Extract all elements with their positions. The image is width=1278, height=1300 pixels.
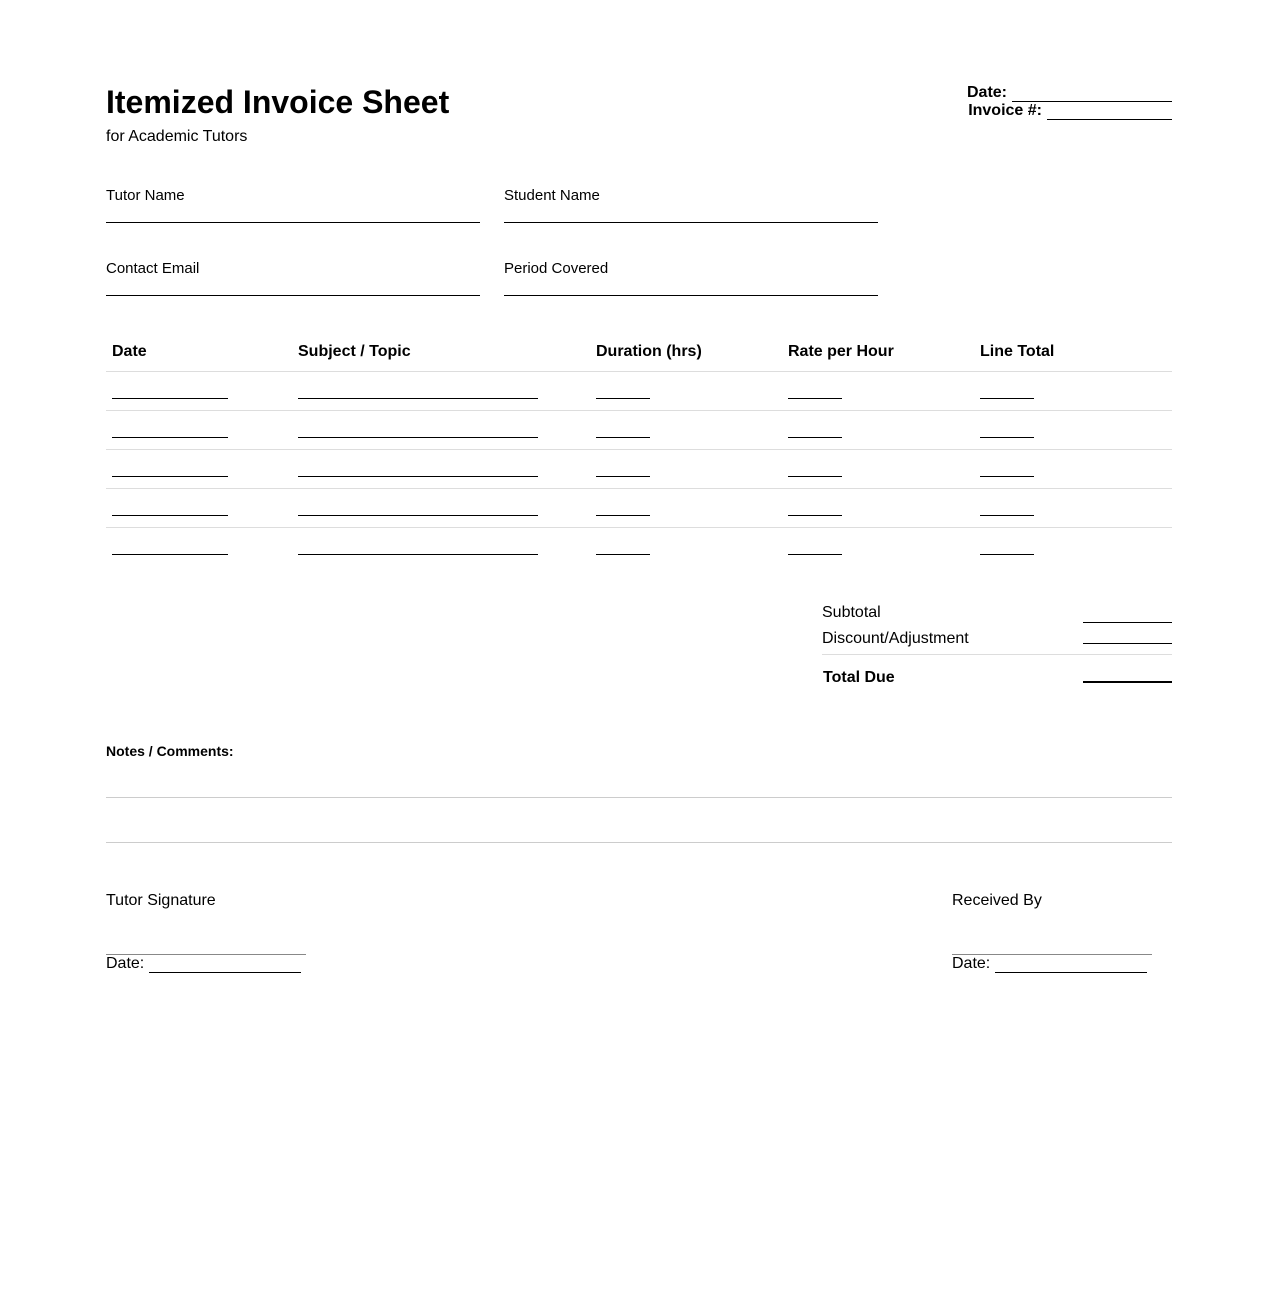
date-field[interactable] xyxy=(112,476,228,477)
duration-field[interactable] xyxy=(596,554,650,555)
subtotal-field[interactable] xyxy=(1083,622,1172,623)
total-due-row xyxy=(822,661,1172,687)
subject-field[interactable] xyxy=(298,554,538,555)
notes-line-1[interactable] xyxy=(106,797,1172,798)
column-header-rate: Rate per Hour xyxy=(788,343,894,360)
rate-field[interactable] xyxy=(788,398,842,399)
date-field[interactable] xyxy=(112,437,228,438)
contact-email-field[interactable] xyxy=(106,295,480,296)
notes-line-2[interactable] xyxy=(106,842,1172,843)
meta-date-field[interactable] xyxy=(1012,87,1172,102)
meta-date-label: Date: xyxy=(966,84,1007,101)
tutor-name-group xyxy=(106,187,480,223)
discount-label: Discount/Adjustment xyxy=(822,630,969,647)
column-header-date: Date xyxy=(112,343,147,360)
page-title: Itemized Invoice Sheet xyxy=(106,84,450,120)
totals-divider xyxy=(822,654,1172,655)
subject-field[interactable] xyxy=(298,437,538,438)
received-date-row xyxy=(952,955,1152,973)
subtotal-row xyxy=(822,604,1172,622)
discount-row xyxy=(822,622,1172,648)
table-row xyxy=(106,489,1172,528)
column-header-duration: Duration (hrs) xyxy=(596,343,702,360)
line-items-table xyxy=(106,333,1172,566)
contact-email-label: Contact Email xyxy=(106,260,200,277)
column-header-line-total: Line Total xyxy=(980,343,1055,360)
tutor-signature-label: Tutor Signature xyxy=(106,892,216,909)
total-due-field[interactable] xyxy=(1083,681,1172,683)
contact-email-group xyxy=(106,260,480,296)
meta-invoice-field[interactable] xyxy=(1047,105,1172,120)
tutor-name-label: Tutor Name xyxy=(106,187,185,204)
totals-section xyxy=(822,604,1172,687)
duration-field[interactable] xyxy=(596,476,650,477)
subject-field[interactable] xyxy=(298,515,538,516)
discount-field[interactable] xyxy=(1083,643,1172,644)
rate-field[interactable] xyxy=(788,554,842,555)
tutor-signature-block xyxy=(106,892,306,973)
invoice-meta xyxy=(967,84,1172,120)
student-name-group xyxy=(504,187,878,223)
period-covered-label: Period Covered xyxy=(504,260,609,277)
notes-label: Notes / Comments: xyxy=(106,743,234,759)
line-total-field[interactable] xyxy=(980,515,1034,516)
line-total-field[interactable] xyxy=(980,476,1034,477)
total-due-label: Total Due xyxy=(823,669,895,686)
received-by-label: Received By xyxy=(952,892,1042,909)
received-by-block xyxy=(952,892,1152,973)
duration-field[interactable] xyxy=(596,515,650,516)
subject-field[interactable] xyxy=(298,476,538,477)
tutor-name-field[interactable] xyxy=(106,222,480,223)
tutor-date-row xyxy=(106,955,306,973)
table-row xyxy=(106,411,1172,450)
duration-field[interactable] xyxy=(596,437,650,438)
student-name-label: Student Name xyxy=(504,187,600,204)
table-row xyxy=(106,372,1172,411)
page-subtitle: for Academic Tutors xyxy=(106,128,248,145)
meta-invoice-label: Invoice #: xyxy=(968,102,1042,119)
date-field[interactable] xyxy=(112,515,228,516)
line-total-field[interactable] xyxy=(980,554,1034,555)
period-covered-group xyxy=(504,260,878,296)
line-total-field[interactable] xyxy=(980,437,1034,438)
tutor-date-label: Date: xyxy=(106,955,145,972)
student-name-field[interactable] xyxy=(504,222,878,223)
received-date-field[interactable] xyxy=(995,958,1147,973)
table-header xyxy=(106,333,1172,372)
rate-field[interactable] xyxy=(788,437,842,438)
period-covered-field[interactable] xyxy=(504,295,878,296)
tutor-date-field[interactable] xyxy=(149,958,301,973)
rate-field[interactable] xyxy=(788,515,842,516)
date-field[interactable] xyxy=(112,554,228,555)
received-date-label: Date: xyxy=(952,955,991,972)
meta-date-row xyxy=(967,84,1172,102)
subject-field[interactable] xyxy=(298,398,538,399)
duration-field[interactable] xyxy=(596,398,650,399)
table-row xyxy=(106,450,1172,489)
meta-invoice-row xyxy=(967,102,1172,120)
table-row xyxy=(106,528,1172,566)
date-field[interactable] xyxy=(112,398,228,399)
column-header-subject: Subject / Topic xyxy=(298,343,411,360)
rate-field[interactable] xyxy=(788,476,842,477)
line-total-field[interactable] xyxy=(980,398,1034,399)
subtotal-label: Subtotal xyxy=(822,604,881,621)
